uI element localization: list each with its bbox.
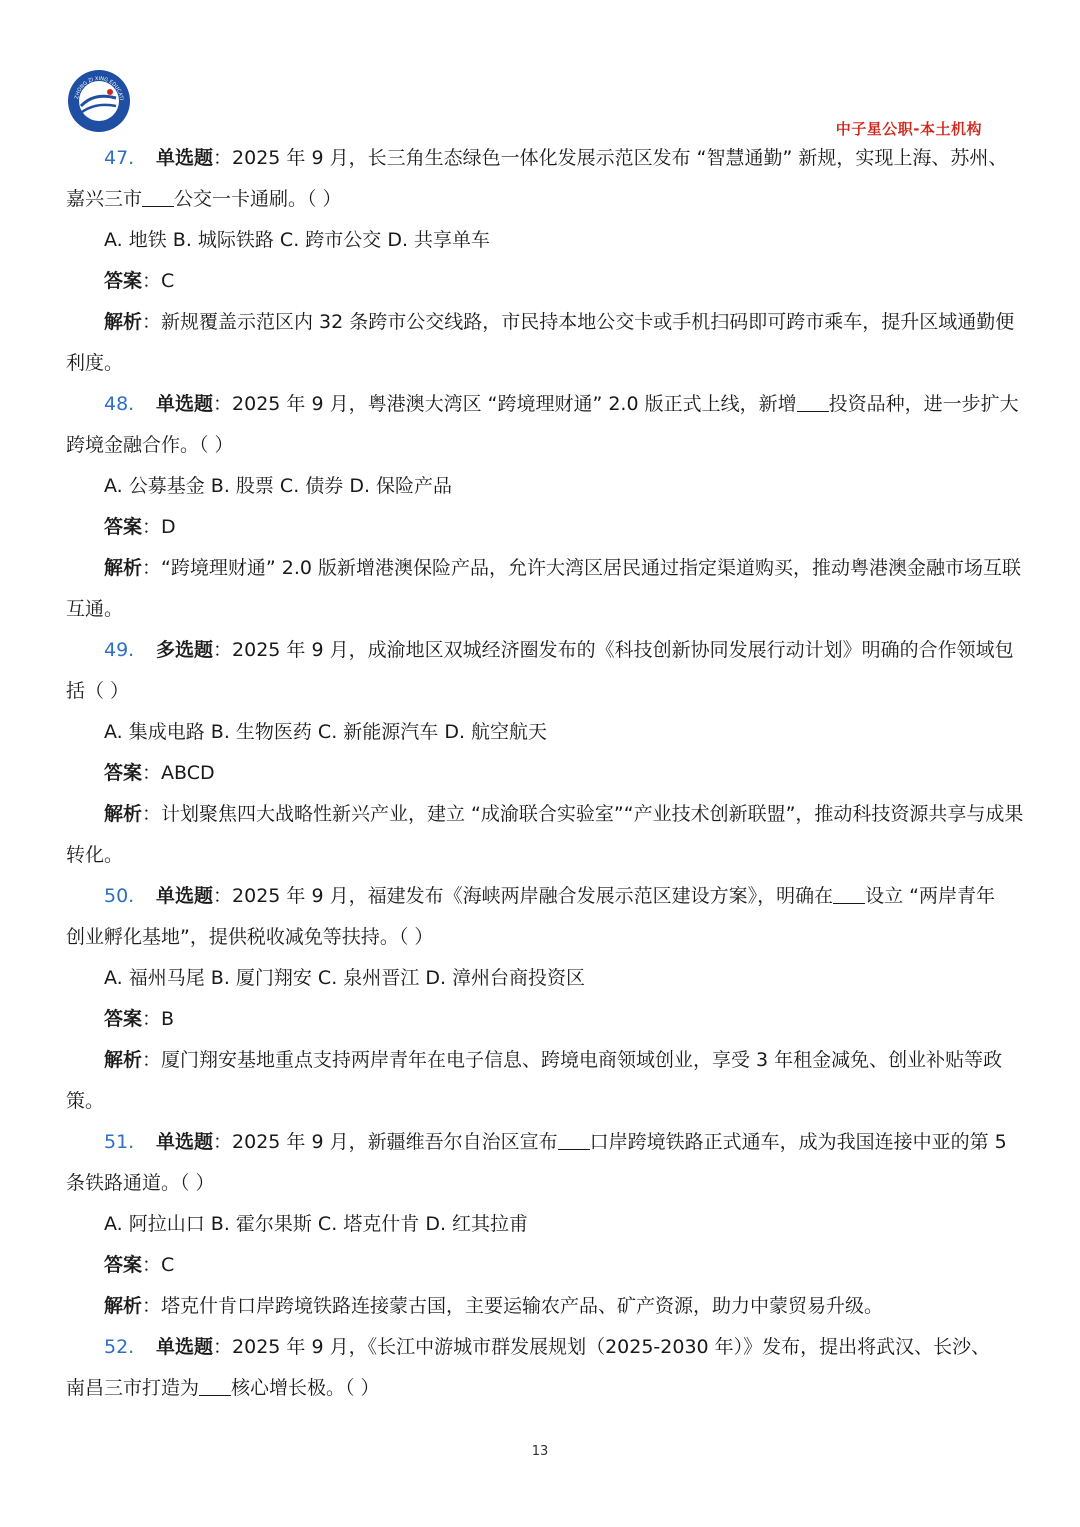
question-type: 单选题 (156, 393, 214, 415)
question-49 (66, 630, 1024, 876)
question-options: A. 阿拉山口 B. 霍尔果斯 C. 塔克什肯 D. 红其拉甫 (104, 1213, 529, 1235)
question-type: 单选题 (156, 1131, 214, 1153)
question-number: 51. (104, 1131, 135, 1153)
question-stem-continued: 括（ ） (66, 680, 130, 702)
question-type: 单选题 (156, 147, 214, 169)
question-options: A. 公募基金 B. 股票 C. 债券 D. 保险产品 (104, 475, 453, 497)
answer-blank (199, 1377, 231, 1396)
question-options: A. 福州马尾 B. 厦门翔安 C. 泉州晋江 D. 漳州台商投资区 (104, 967, 586, 989)
answer: 答案：D (104, 516, 176, 538)
question-stem: 52. 单选题：2025 年 9 月，《长江中游城市群发展规划（2025-2030 年）》发布，提出将武汉、长沙、 (66, 1327, 1016, 1368)
analysis: 解析：“跨境理财通” 2.0 版新增港澳保险产品，允许大湾区居民通过指定渠道购买，推动粤港澳金融市场互联 (104, 557, 1022, 579)
question-stem-continued: 跨境金融合作。（ ） (66, 434, 234, 456)
question-51 (66, 1122, 1016, 1327)
question-options: A. 地铁 B. 城际铁路 C. 跨市公交 D. 共享单车 (104, 229, 491, 251)
question-52 (66, 1327, 1016, 1409)
answer-blank (558, 1131, 590, 1150)
question-type: 多选题 (156, 639, 214, 661)
analysis: 解析：塔克什肯口岸跨境铁路连接蒙古国，主要运输农产品、矿产资源，助力中蒙贸易升级。 (104, 1295, 884, 1317)
answer-blank (142, 188, 174, 207)
question-stem: 49. 多选题：2025 年 9 月，成渝地区双城经济圈发布的《科技创新协同发展行动计划》明确的合作领域包 (66, 630, 1016, 671)
question-stem-continued: 嘉兴三市 公交一卡通刷。（ ） (66, 188, 342, 210)
logo (66, 68, 132, 134)
question-list (66, 138, 1024, 1409)
logo-text: ZHONG ZI XING EDUCATI (74, 75, 124, 101)
question-number: 52. (104, 1336, 135, 1358)
question-number: 47. (104, 147, 135, 169)
question-type: 单选题 (156, 1336, 214, 1358)
question-stem-continued: 创业孵化基地”，提供税收减免等扶持。（ ） (66, 926, 434, 948)
analysis: 解析：计划聚焦四大战略性新兴产业，建立 “成渝联合实验室”“产业技术创新联盟”，推动科技资源共享与成果 (104, 803, 1024, 825)
question-number: 48. (104, 393, 135, 415)
question-number: 49. (104, 639, 135, 661)
question-stem: 50. 单选题：2025 年 9 月，福建发布《海峡两岸融合发展示范区建设方案》，明确在 设立 “两岸青年 (66, 876, 1016, 917)
analysis: 解析：新规覆盖示范区内 32 条跨市公交线路，市民持本地公交卡或手机扫码即可跨市乘车，提升区域通勤便 (104, 311, 1015, 333)
question-50 (66, 876, 1016, 1122)
page-number: 13 (531, 1444, 549, 1459)
question-type: 单选题 (156, 885, 214, 907)
question-48 (66, 384, 1022, 630)
question-number: 50. (104, 885, 135, 907)
question-stem: 47. 单选题：2025 年 9 月，长三角生态绿色一体化发展示范区发布 “智慧通勤” 新规，实现上海、苏州、 (66, 138, 1016, 179)
answer: 答案：ABCD (104, 762, 215, 784)
answer-blank (833, 885, 865, 904)
answer: 答案：B (104, 1008, 175, 1030)
analysis-continued: 互通。 (66, 598, 124, 620)
question-stem: 51. 单选题：2025 年 9 月，新疆维吾尔自治区宣布 口岸跨境铁路正式通车，成为我国连接中亚的第 5 (66, 1122, 1016, 1163)
question-options: A. 集成电路 B. 生物医药 C. 新能源汽车 D. 航空航天 (104, 721, 548, 743)
brand-label: 中子星公职-本土机构 (835, 120, 982, 138)
question-stem: 48. 单选题：2025 年 9 月，粤港澳大湾区 “跨境理财通” 2.0 版正式上线，新增 投资品种，进一步扩大 (66, 384, 1016, 425)
analysis: 解析：厦门翔安基地重点支持两岸青年在电子信息、跨境电商领域创业，享受 3 年租金减免、创业补贴等政 (104, 1049, 1003, 1071)
analysis-continued: 利度。 (66, 352, 124, 374)
answer: 答案：C (104, 270, 175, 292)
analysis-continued: 策。 (66, 1090, 105, 1112)
answer: 答案：C (104, 1254, 175, 1276)
question-stem-continued: 南昌三市打造为 核心增长极。（ ） (66, 1377, 380, 1399)
analysis-continued: 转化。 (66, 844, 124, 866)
question-stem-continued: 条铁路通道。（ ） (66, 1172, 215, 1194)
answer-blank (797, 393, 829, 412)
question-47 (66, 138, 1016, 384)
